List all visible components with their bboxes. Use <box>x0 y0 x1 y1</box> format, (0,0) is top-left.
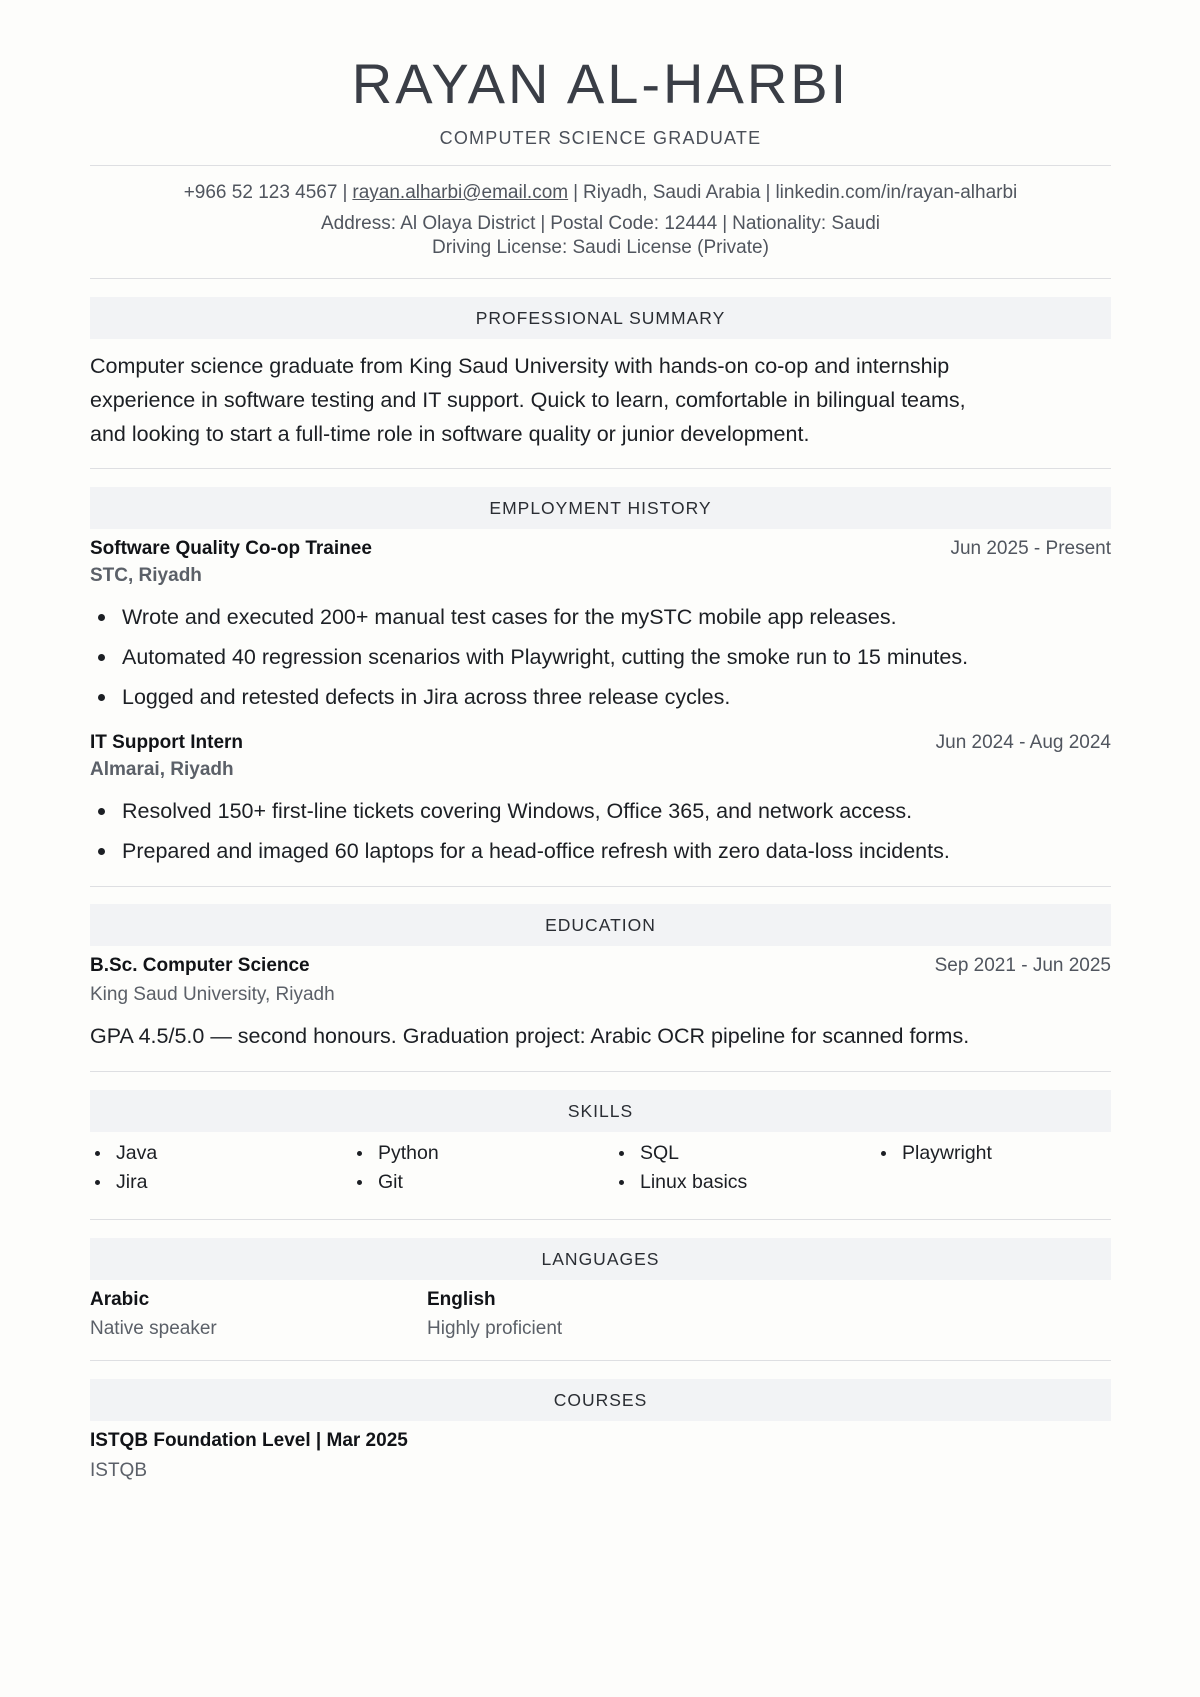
section-heading-employment: EMPLOYMENT HISTORY <box>90 487 1111 529</box>
job-employer: Almarai, Riyadh <box>90 759 234 780</box>
bullet-dot <box>357 1180 362 1185</box>
job-title: Software Quality Co-op Trainee <box>90 538 372 559</box>
separator: | <box>722 213 728 234</box>
degree-title: B.Sc. Computer Science <box>90 955 310 976</box>
skill-text: Playwright <box>902 1142 992 1164</box>
language-level: Native speaker <box>90 1318 217 1339</box>
header-divider <box>90 165 1111 166</box>
bullet-text: Prepared and imaged 60 laptops for a head-office refresh with zero data-loss incidents. <box>122 839 950 863</box>
separator: | <box>540 213 546 234</box>
bullet-text: Wrote and executed 200+ manual test cases for the mySTC mobile app releases. <box>122 605 897 629</box>
section-divider <box>90 886 1111 887</box>
phone: +966 52 123 4567 <box>183 182 338 203</box>
course-title: ISTQB Foundation Level | Mar 2025 <box>90 1430 408 1451</box>
education-dates: Sep 2021 - Jun 2025 <box>934 955 1111 976</box>
location: Riyadh, Saudi Arabia <box>583 182 761 203</box>
section-heading-education: EDUCATION <box>90 904 1111 946</box>
section-divider <box>90 1219 1111 1220</box>
bullet-dot <box>95 1180 100 1185</box>
education-note: GPA 4.5/5.0 — second honours. Graduation project: Arabic OCR pipeline for scanned forms. <box>90 1024 970 1048</box>
nationality: Nationality: Saudi <box>732 213 880 234</box>
bullet-dot <box>881 1151 886 1156</box>
school-name: King Saud University, Riyadh <box>90 984 335 1005</box>
separator: | <box>573 182 579 203</box>
bullet-dot <box>95 1151 100 1156</box>
section-heading-skills: SKILLS <box>90 1090 1111 1132</box>
skill-text: Python <box>378 1142 439 1164</box>
bullet-dot <box>98 614 105 621</box>
bullet-dot <box>98 694 105 701</box>
candidate-name: RAYAN AL-HARBI <box>351 52 850 115</box>
section-heading-summary: PROFESSIONAL SUMMARY <box>90 297 1111 339</box>
skill-text: Git <box>378 1171 403 1193</box>
email-link[interactable]: rayan.alharbi@email.com <box>352 182 569 203</box>
bullet-dot <box>357 1151 362 1156</box>
contact-line-1 <box>90 181 1111 205</box>
job-dates: Jun 2024 - Aug 2024 <box>935 732 1111 753</box>
contact-line-2 <box>90 212 1111 236</box>
language-level: Highly proficient <box>427 1318 563 1339</box>
job-dates: Jun 2025 - Present <box>950 538 1111 559</box>
bullet-dot <box>98 654 105 661</box>
postal-code: Postal Code: 12444 <box>550 213 718 234</box>
address: Address: Al Olaya District <box>321 213 536 234</box>
summary-line: experience in software testing and IT support. Quick to learn, comfortable in bilingual teams, <box>90 388 966 412</box>
skill-text: Jira <box>116 1171 148 1193</box>
driving-license: Driving License: Saudi License (Private) <box>432 237 769 258</box>
skill-text: Java <box>116 1142 158 1164</box>
bullet-text: Logged and retested defects in Jira across three release cycles. <box>122 685 731 709</box>
section-heading-courses: COURSES <box>90 1379 1111 1421</box>
separator: | <box>765 182 771 203</box>
linkedin-url: linkedin.com/in/rayan-alharbi <box>775 182 1018 203</box>
section-divider <box>90 1071 1111 1072</box>
section-heading-languages: LANGUAGES <box>90 1238 1111 1280</box>
language-name: English <box>427 1289 496 1310</box>
language-name: Arabic <box>90 1289 150 1310</box>
course-issuer: ISTQB <box>90 1460 148 1481</box>
section-divider <box>90 1360 1111 1361</box>
contact-divider <box>90 278 1111 279</box>
contact-line-3 <box>90 236 1111 260</box>
bullet-dot <box>98 848 105 855</box>
section-divider <box>90 468 1111 469</box>
job-employer: STC, Riyadh <box>90 565 202 586</box>
candidate-title: COMPUTER SCIENCE GRADUATE <box>439 128 762 148</box>
summary-line: and looking to start a full-time role in software quality or junior development. <box>90 422 810 446</box>
bullet-text: Automated 40 regression scenarios with Playwright, cutting the smoke run to 15 minutes. <box>122 645 969 669</box>
summary-line: Computer science graduate from King Saud University with hands-on co-op and internship <box>90 354 950 378</box>
bullet-dot <box>98 808 105 815</box>
skill-text: Linux basics <box>640 1171 748 1193</box>
bullet-text: Resolved 150+ first-line tickets covering Windows, Office 365, and network access. <box>122 799 913 823</box>
bullet-dot <box>619 1151 624 1156</box>
skill-text: SQL <box>640 1142 680 1164</box>
bullet-dot <box>619 1180 624 1185</box>
separator: | <box>342 182 348 203</box>
job-title: IT Support Intern <box>90 732 244 753</box>
